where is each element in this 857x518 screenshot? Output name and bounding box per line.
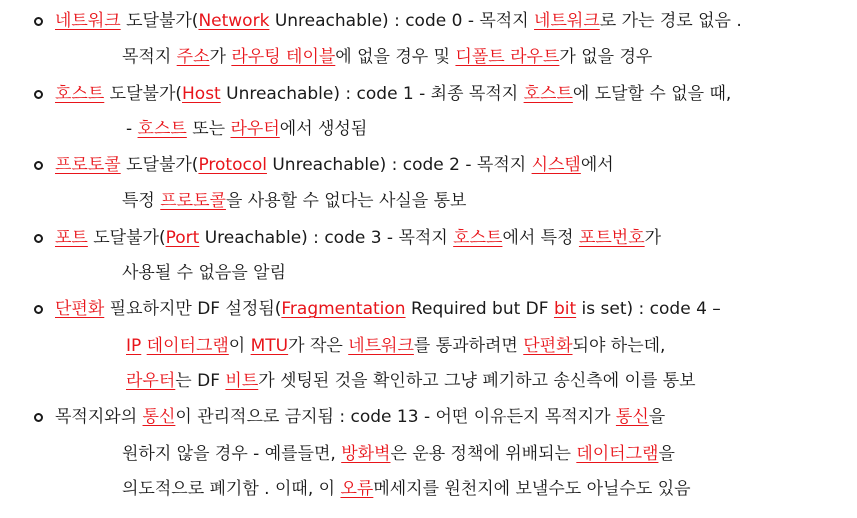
keyword-link[interactable]: 포트 <box>55 228 88 248</box>
text-segment: 가 없을 경우 <box>559 47 653 67</box>
keyword-link[interactable]: Protocol <box>198 155 267 175</box>
text-segment: 로 가는 경로 없음 . <box>599 11 742 31</box>
bullet-icon <box>34 161 43 170</box>
text-segment: 되야 하는데, <box>572 336 666 356</box>
text-segment: 에 도달할 수 없을 때, <box>572 84 732 104</box>
text-segment: 을 <box>658 444 675 464</box>
keyword-link[interactable]: 네트워크 <box>534 11 600 31</box>
bullet-icon <box>34 234 43 243</box>
item-heading-line <box>55 405 665 429</box>
text-segment: 또는 <box>186 119 231 139</box>
text-segment: 에서 <box>580 155 614 175</box>
item-heading-line <box>55 297 721 321</box>
text-segment: 의도적으로 폐기함 . 이때, 이 <box>122 479 341 499</box>
text-segment: 가 셋팅된 것을 확인하고 그냥 폐기하고 송신측에 이를 통보 <box>258 371 696 391</box>
text-segment: 은 운용 정책에 위배되는 <box>390 444 577 464</box>
keyword-link[interactable]: 통신 <box>142 407 176 427</box>
item-heading-line <box>55 226 661 250</box>
item-heading-line <box>55 153 614 177</box>
keyword-link[interactable]: MTU <box>250 336 289 356</box>
keyword-link[interactable]: bit <box>553 299 577 319</box>
keyword-link[interactable]: 프로토콜 <box>55 155 121 175</box>
keyword-link[interactable]: 라우팅 테이블 <box>231 47 336 67</box>
text-segment: 에 없을 경우 및 <box>335 47 456 67</box>
text-segment: 도달불가( <box>104 84 183 104</box>
keyword-link[interactable]: Host <box>182 84 221 104</box>
keyword-link[interactable]: 호스트 <box>453 228 503 248</box>
keyword-link[interactable]: Fragmentation <box>281 299 406 319</box>
item-detail-line <box>122 189 466 213</box>
bullet-icon <box>34 90 43 99</box>
item-detail-line <box>126 334 665 358</box>
item-heading-line <box>55 82 731 106</box>
keyword-link[interactable]: 포트번호 <box>578 228 645 248</box>
text-segment: is set) : code 4 – <box>576 299 721 319</box>
text-segment: - <box>126 119 138 139</box>
item-detail-line <box>126 117 367 141</box>
keyword-link[interactable]: 주소 <box>176 47 210 67</box>
keyword-link[interactable]: Port <box>165 228 200 248</box>
item-detail-line <box>122 45 652 69</box>
text-segment: 특정 <box>122 191 161 211</box>
keyword-link[interactable]: 네트워크 <box>348 336 414 356</box>
bullet-icon <box>34 413 43 422</box>
item-detail-line <box>122 442 675 466</box>
keyword-link[interactable]: 라우터 <box>126 371 176 391</box>
keyword-link[interactable]: 단편화 <box>55 299 105 319</box>
text-segment: Required but DF <box>405 299 554 319</box>
text-segment: 이 관리적으로 금지됨 : code 13 - 어떤 이유든지 목적지가 <box>175 407 616 427</box>
keyword-link[interactable]: 방화벽 <box>341 444 391 464</box>
bullet-icon <box>34 17 43 26</box>
text-segment: 에서 생성됨 <box>279 119 368 139</box>
text-segment: 를 통과하려면 <box>413 336 524 356</box>
item-detail-line <box>122 261 286 285</box>
text-segment: 가 <box>644 228 662 248</box>
text-segment: 도달불가( <box>120 155 199 175</box>
text-segment: Unreachable) : code 1 - 최종 목적지 <box>220 84 524 104</box>
text-segment: 가 <box>209 47 232 67</box>
keyword-link[interactable]: 프로토콜 <box>160 191 226 211</box>
keyword-link[interactable]: Network <box>198 11 270 31</box>
text-segment: Unreachable) : code 2 - 목적지 <box>266 155 532 175</box>
text-segment: 이 <box>228 336 251 356</box>
text-segment: 목적지 <box>122 47 177 67</box>
text-segment: 원하지 않을 경우 - 예를들면, <box>122 444 342 464</box>
text-segment: 가 작은 <box>288 336 349 356</box>
keyword-link[interactable]: 비트 <box>225 371 259 391</box>
item-detail-line <box>126 369 696 393</box>
keyword-link[interactable]: 호스트 <box>523 84 573 104</box>
text-segment: 을 사용할 수 없다는 사실을 통보 <box>225 191 467 211</box>
keyword-link[interactable]: 시스템 <box>531 155 581 175</box>
keyword-link[interactable]: 호스트 <box>137 119 187 139</box>
text-segment: 필요하지만 DF 설정됨( <box>104 299 282 319</box>
text-segment: 메세지를 원천지에 보낼수도 아닐수도 있음 <box>373 479 691 499</box>
keyword-link[interactable]: 호스트 <box>55 84 105 104</box>
keyword-link[interactable]: 디폴트 라우트 <box>455 47 560 67</box>
text-segment: 에서 특정 <box>502 228 579 248</box>
keyword-link[interactable]: 데이터그램 <box>576 444 659 464</box>
keyword-link[interactable]: 오류 <box>340 479 374 499</box>
text-segment: 는 DF <box>175 371 226 391</box>
text-segment: Ureachable) : code 3 - 목적지 <box>199 228 454 248</box>
keyword-link[interactable]: 데이터그램 <box>146 336 229 356</box>
text-segment: 을 <box>648 407 666 427</box>
text-segment: 도달불가( <box>120 11 199 31</box>
item-heading-line <box>55 9 742 33</box>
keyword-link[interactable]: 네트워크 <box>55 11 121 31</box>
keyword-link[interactable]: 통신 <box>615 407 649 427</box>
keyword-link[interactable]: IP <box>126 336 142 356</box>
text-segment: 목적지와의 <box>55 407 143 427</box>
keyword-link[interactable]: 라우터 <box>230 119 280 139</box>
bullet-icon <box>34 305 43 314</box>
text-segment: 도달불가( <box>87 228 166 248</box>
keyword-link[interactable]: 단편화 <box>523 336 573 356</box>
text-segment: 사용될 수 없음을 알림 <box>122 263 287 283</box>
text-segment: Unreachable) : code 0 - 목적지 <box>269 11 535 31</box>
item-detail-line <box>122 477 691 501</box>
